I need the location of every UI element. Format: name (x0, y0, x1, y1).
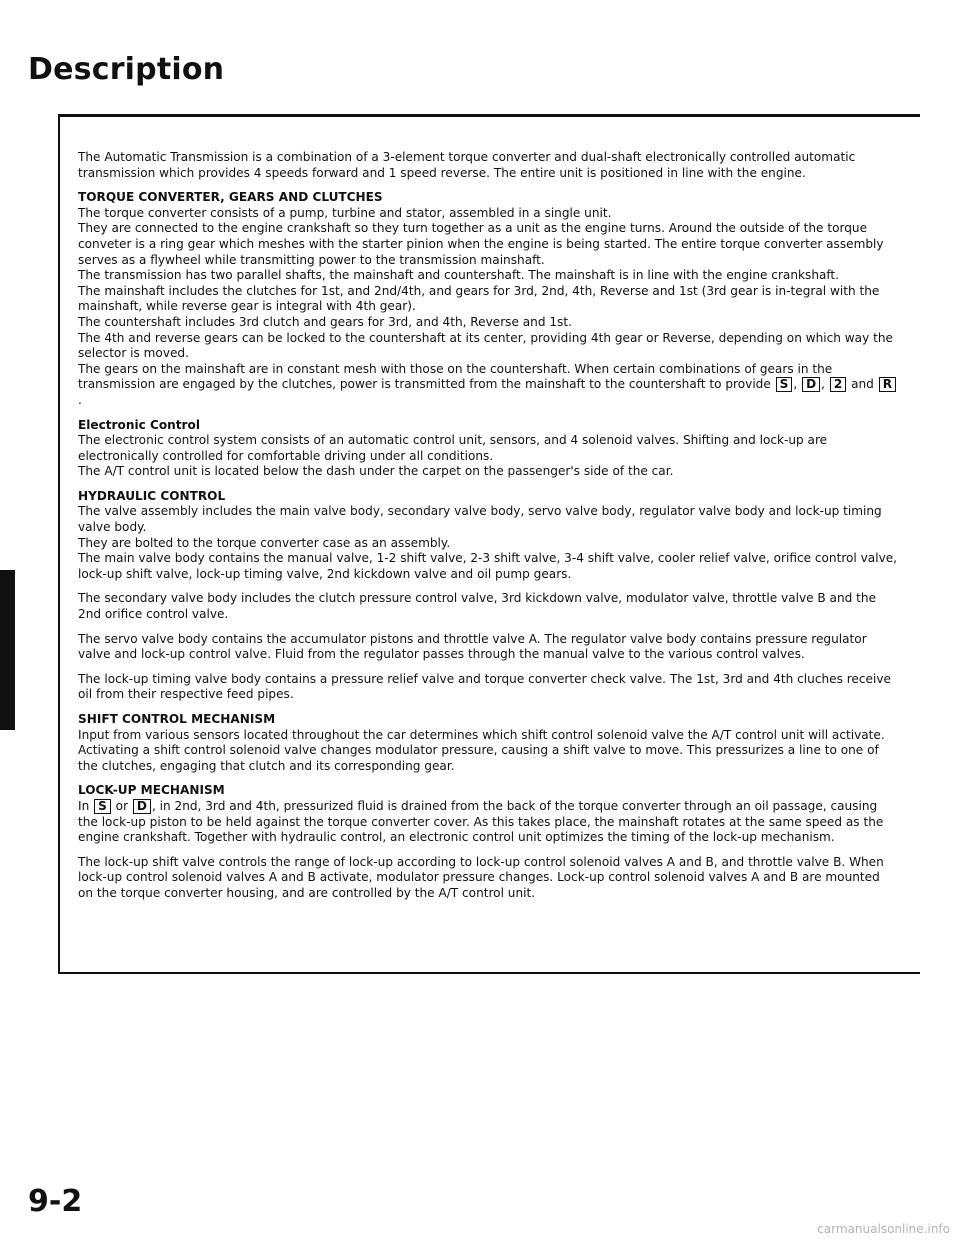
torque-line: The mainshaft includes the clutches for 1st, and 2nd/4th, and gears for 3rd, 2nd, 4th, Reverse and 1st (3rd gear is in-tegral with the mainshaft, while reverse gear is integral with 4th gear). (78, 283, 880, 314)
lockup-text: , in 2nd, 3rd and 4th, pressurized fluid is drained from the back of the torque converter through an oil passage, causing the lock-up piston to be held against the torque converter cover. As this takes place, the mainshaft rotates at the same speed as the engine crankshaft. Together with hydraulic control, an electronic control unit optimizes the timing of the lock-up mechanism. (78, 798, 884, 845)
electronic-line: The A/T control unit is located below the dash under the carpet on the passenger's side of the car. (78, 464, 674, 479)
torque-heading: TORQUE CONVERTER, GEARS AND CLUTCHES (78, 190, 383, 205)
hydraulic-line: They are bolted to the torque converter case as an assembly. (78, 535, 451, 550)
intro-paragraph: The Automatic Transmission is a combination of a 3-element torque converter and dual-shaft electronically controlled automatic transmission which provides 4 speeds forward and 1 speed reverse. The entire unit is positioned in line with the engine. (78, 150, 856, 180)
lockup-heading: LOCK-UP MECHANISM (78, 783, 225, 798)
hydraulic-line: The main valve body contains the manual valve, 1-2 shift valve, 2-3 shift valve, 3-4 shift valve, cooler relief valve, orifice control valve, lock-up shift valve, lock-up timing valve, 2nd kickdown valve and oil pump gears. (78, 551, 898, 581)
gear-position-d-symbol: D (133, 799, 151, 814)
secondary-valve-paragraph: The secondary valve body includes the clutch pressure control valve, 3rd kickdown valve, modulator valve, throttle valve B and the 2nd orifice control valve. (78, 591, 877, 622)
and-word: and (851, 377, 874, 392)
torque-line: The countershaft includes 3rd clutch and gears for 3rd, and 4th, Reverse and 1st. (78, 314, 572, 329)
hydraulic-heading: HYDRAULIC CONTROL (78, 488, 226, 503)
top-rule (58, 114, 920, 117)
section-tab-marker (0, 570, 15, 730)
torque-line: They are connected to the engine crankshaft so they turn together as a unit as the engine turns. Around the outside of the torque conveter is a ring gear which meshes with the starter pinion when the engine is being started. The entire torque converter assembly serves as a flywheel while transmitting power to the transmission mainshaft. (78, 221, 884, 267)
document-body (78, 150, 898, 911)
torque-gears-text: The gears on the mainshaft are in constant mesh with those on the countershaft. When certain combinations of gears in the transmission are engaged by the clutches, power is transmitted from the mainshaft to the countershaft to provide (78, 361, 833, 392)
torque-line: The 4th and reverse gears can be locked to the countershaft at its center, providing 4th gear or Reverse, depending on which way the selector is moved. (78, 330, 893, 361)
electronic-heading: Electronic Control (78, 417, 200, 432)
gear-position-s-symbol: S (94, 799, 111, 814)
bottom-rule (58, 972, 920, 974)
servo-valve-paragraph: The servo valve body contains the accumulator pistons and throttle valve A. The regulator valve body contains pressure regulator valve and lock-up control valve. Fluid from the regulator passes through the manual valve to the various control valves. (78, 631, 867, 662)
lockup-timing-paragraph: The lock-up timing valve body contains a pressure relief valve and torque converter check valve. The 1st, 3rd and 4th cluches receive oil from their respective feed pipes. (78, 671, 891, 702)
hydraulic-line: The valve assembly includes the main valve body, secondary valve body, servo valve body, regulator valve body and lock-up timing valve body. (78, 504, 882, 535)
electronic-line: The electronic control system consists of an automatic control unit, sensors, and 4 solenoid valves. Shifting and lock-up are electronically controlled for comfortable driving under all conditions. (78, 433, 828, 463)
watermark: carmanualsonline.info (817, 1222, 950, 1236)
left-rule (58, 114, 60, 972)
hydraulic-section (78, 489, 898, 583)
gear-position-d-symbol: D (802, 377, 820, 392)
or-word: or (115, 798, 129, 813)
torque-section: TORQUE CONVERTER, GEARS AND CLUTCHES The torque converter consists of a pump, turbine and stator, assembled in a single unit. They are connected to the engine crankshaft so they turn together as a unit as the engine turns. Around the outside of the torque conveter is a ring gear which meshes with the starter pinion when the engine is being started. The entire torque converter assembly serves as a flywheel while transmitting power to the transmission mainshaft. The transmission has two parallel shafts, the mainshaft and countershaft. The mainshaft is in line with the engine crankshaft. The mainshaft includes the clutches for 1st, and 2nd/4th, and gears for 3rd, 2nd, 4th, Reverse and 1st (3rd gear is in-tegral with the mainshaft, while reverse gear is integral with 4th gear). The countershaft includes 3rd clutch and gears for 3rd, and 4th, Reverse and 1st. The 4th and reverse gears can be locked to the countershaft at its center, providing 4th gear or Reverse, depending on which way the selector is moved. The gears on the mainshaft are in constant mesh with those on the countershaft. When certain combinations of gears in the transmission are engaged by the clutches, power is transmitted from the mainshaft to the countershaft to provide S , D , 2 and R. (78, 190, 898, 408)
lockup-section (78, 783, 898, 845)
gear-position-s-symbol: S (776, 377, 793, 392)
page-title: Description (28, 52, 225, 87)
in-word: In (78, 798, 90, 813)
gear-position-r-symbol: R (879, 377, 896, 392)
lockup-shift-paragraph: The lock-up shift valve controls the range of lock-up according to lock-up control solenoid valves A and B, and throttle valve B. When lock-up control solenoid valves A and B activate, modulator pressure changes. Lock-up control solenoid valves A and B are mounted on the torque converter housing, and are controlled by the A/T control unit. (78, 854, 884, 900)
torque-line: The torque converter consists of a pump, turbine and stator, assembled in a single unit. (78, 205, 612, 220)
shift-heading: SHIFT CONTROL MECHANISM (78, 712, 276, 726)
shift-section (78, 712, 898, 774)
page-number: 9-2 (28, 1184, 83, 1219)
shift-text: Input from various sensors located throughout the car determines which shift control solenoid valve the A/T control unit will activate. Activating a shift control solenoid valve changes modulator pressure, causing a shift valve to move. This pressurizes a line to one of the clutches, engaging that clutch and its corresponding gear. (78, 727, 885, 773)
gear-position-2-symbol: 2 (830, 377, 846, 392)
electronic-section (78, 418, 898, 480)
torque-line: The transmission has two parallel shafts, the mainshaft and countershaft. The mainshaft is in line with the engine crankshaft. (78, 268, 840, 283)
